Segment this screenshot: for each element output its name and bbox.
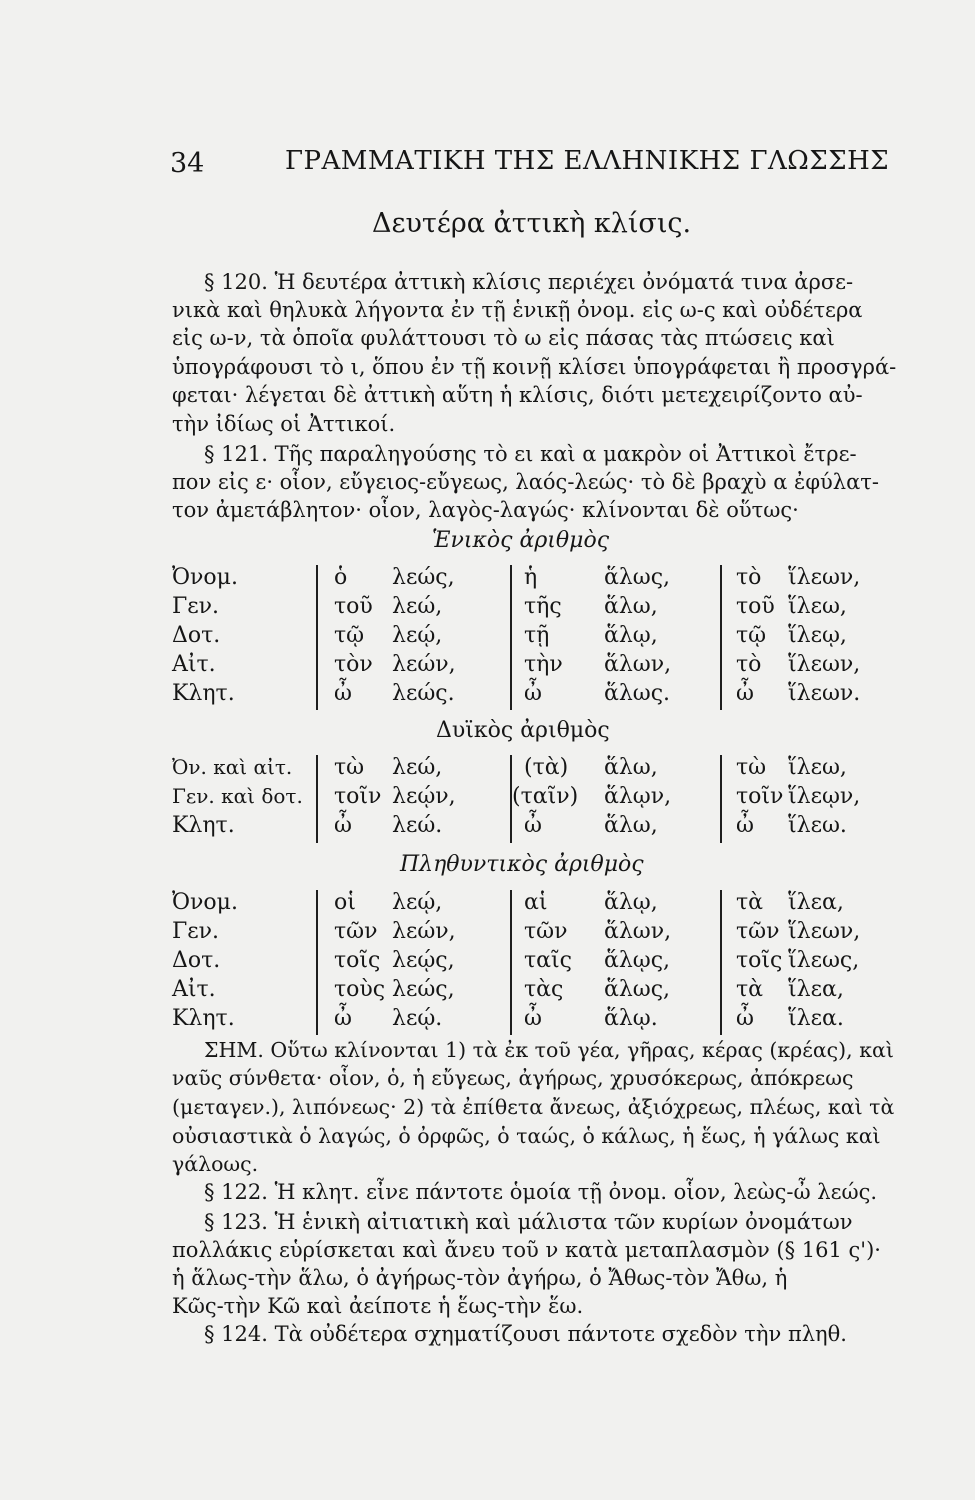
- article: ὦ: [736, 681, 754, 706]
- text-line: (μεταγεν.), λιπόνεως· 2) τὰ ἐπίθετα ἄνεως, ἀξιόχρεως, πλέως, καὶ τὰ: [172, 1095, 895, 1119]
- singular-heading: Ἑνικὸς ἀριθμὸς: [432, 528, 610, 553]
- article: τῆς: [524, 594, 562, 619]
- form: λεών,: [392, 919, 456, 944]
- text-line: φεται· λέγεται δὲ ἀττικὴ αὕτη ἡ κλίσις, διότι μετεχειρίζοντο αὐ-: [172, 383, 863, 407]
- form: λεώ,: [392, 594, 443, 619]
- article: τὰ: [736, 977, 764, 1002]
- case-label: Κλητ.: [172, 1006, 235, 1031]
- article: τοῖν: [334, 784, 382, 809]
- article: τοὺς: [334, 977, 386, 1002]
- form: λεῴς,: [392, 948, 455, 973]
- table-row: [172, 594, 902, 624]
- article: (τὰ): [524, 755, 569, 780]
- form: ἅλω,: [604, 755, 658, 780]
- table-row: [172, 948, 902, 978]
- section-title: Δευτέρα ἀττικὴ κλίσις.: [372, 208, 692, 239]
- running-title: ΓΡΑΜΜΑΤΙΚΗ ΤΗΣ ΕΛΛΗΝΙΚΗΣ ΓΛΩΣΣΗΣ: [285, 146, 890, 176]
- form: ἅλῳς,: [604, 948, 671, 973]
- article: ὁ: [334, 565, 348, 590]
- case-label: Αἰτ.: [172, 652, 216, 677]
- article: τοῦ: [736, 594, 775, 619]
- article: τὴν: [524, 652, 563, 677]
- article: τοῖν: [736, 784, 784, 809]
- text-line: § 122. Ἡ κλητ. εἶνε πάντοτε ὁμοία τῇ ὀνομ. οἷον, λεὼς-ὦ λεώς.: [204, 1180, 878, 1204]
- form: ἵλεων,: [788, 919, 861, 944]
- text-line: ΣΗΜ. Οὕτω κλίνονται 1) τὰ ἐκ τοῦ γέα, γῆρας, κέρας (κρέας), καὶ: [204, 1038, 894, 1062]
- article: τὼ: [334, 755, 365, 780]
- table-row: [172, 652, 902, 682]
- article: τῷ: [736, 623, 767, 648]
- article: ὦ: [736, 1006, 754, 1031]
- text-line: οὐσιαστικὰ ὁ λαγώς, ὁ ὀρφῶς, ὁ ταώς, ὁ κάλως, ἡ ἕως, ἡ γάλως καὶ: [172, 1124, 881, 1148]
- article: τὰ: [736, 890, 764, 915]
- form: ἵλεω,: [788, 594, 847, 619]
- article: τοῖς: [736, 948, 783, 973]
- text-line: πολλάκις εὑρίσκεται καὶ ἄνευ τοῦ ν κατὰ μεταπλασμὸν (§ 161 ς')·: [172, 1238, 881, 1262]
- article: τὸ: [736, 652, 762, 677]
- form: ἅλῳ,: [604, 623, 658, 648]
- case-label: Γεν. καὶ δοτ.: [172, 784, 303, 808]
- text-line: ὑπογράφουσι τὸ ι, ὅπου ἐν τῇ κοινῇ κλίσει ὑπογράφεται ἢ προσγρά-: [172, 355, 897, 379]
- case-label: Κλητ.: [172, 681, 235, 706]
- form: ἅλων,: [604, 919, 672, 944]
- form: ἵλεων,: [788, 565, 861, 590]
- dual-heading: Δυϊκὸς ἀριθμὸς: [436, 718, 610, 743]
- text-line: Κῶς-τὴν Κῶ καὶ ἀείποτε ἡ ἕως-τὴν ἕω.: [172, 1294, 584, 1318]
- table-row: [172, 1006, 902, 1036]
- form: ἅλως.: [604, 681, 671, 706]
- article: τῶν: [524, 919, 568, 944]
- page-number: 34: [170, 148, 205, 179]
- text-line: πον εἰς ε· οἷον, εὔγειος-εὔγεως, λαός-λεώς· τὸ δὲ βραχὺ α ἐφύλατ-: [172, 470, 879, 494]
- table-row: [172, 813, 902, 843]
- article: ὦ: [524, 813, 542, 838]
- text-line: γάλοως.: [172, 1152, 259, 1176]
- article: (ταῖν): [512, 784, 579, 809]
- form: ἅλως,: [604, 565, 671, 590]
- case-label: Ὀνομ.: [172, 890, 238, 915]
- form: ἵλεῳν,: [788, 784, 861, 809]
- form: λεώς.: [392, 681, 455, 706]
- article: τοῦ: [334, 594, 373, 619]
- case-label: Κλητ.: [172, 813, 235, 838]
- article: ὦ: [524, 1006, 542, 1031]
- table-row: [172, 977, 902, 1007]
- form: ἵλεω.: [788, 813, 847, 838]
- form: ἵλεων,: [788, 652, 861, 677]
- article: τῶν: [736, 919, 780, 944]
- article: ὦ: [334, 681, 352, 706]
- form: ἵλεα.: [788, 1006, 844, 1031]
- text-line: ἡ ἅλως-τὴν ἅλω, ὁ ἀγήρως-τὸν ἀγήρω, ὁ Ἄθως-τὸν Ἄθω, ἡ: [172, 1266, 788, 1290]
- article: αἱ: [524, 890, 548, 915]
- article: ὦ: [736, 813, 754, 838]
- form: ἅλῳ.: [604, 1006, 658, 1031]
- table-row: [172, 681, 902, 711]
- article: τῶν: [334, 919, 378, 944]
- case-label: Γεν.: [172, 594, 220, 619]
- form: ἅλων,: [604, 652, 672, 677]
- text-line: § 120. Ἡ δευτέρα ἀττικὴ κλίσις περιέχει ὀνόματά τινα ἀρσε-: [204, 270, 854, 294]
- case-label: Γεν.: [172, 919, 220, 944]
- article: τῷ: [334, 623, 365, 648]
- text-line: § 124. Τὰ οὐδέτερα σχηματίζουσι πάντοτε σχεδὸν τὴν πληθ.: [204, 1322, 847, 1346]
- form: ἅλῳν,: [604, 784, 672, 809]
- article: ὦ: [334, 813, 352, 838]
- table-row: [172, 890, 902, 920]
- case-label: Αἰτ.: [172, 977, 216, 1002]
- article: ταῖς: [524, 948, 572, 973]
- form: ἅλω,: [604, 594, 658, 619]
- form: ἅλως,: [604, 977, 671, 1002]
- text-line: τὴν ἰδίως οἱ Ἀττικοί.: [172, 412, 396, 436]
- case-label: Ὀν. καὶ αἰτ.: [172, 755, 293, 779]
- article: ὦ: [524, 681, 542, 706]
- form: λεώ.: [392, 813, 443, 838]
- form: ἅλῳ,: [604, 890, 658, 915]
- form: λεών,: [392, 652, 456, 677]
- case-label: Δοτ.: [172, 948, 221, 973]
- text-line: § 123. Ἡ ἑνικὴ αἰτιατικὴ καὶ μάλιστα τῶν κυρίων ὀνομάτων: [204, 1210, 853, 1234]
- form: λεώς,: [392, 977, 455, 1002]
- article: τοῖς: [334, 948, 381, 973]
- article: τὸ: [736, 565, 762, 590]
- article: ἡ: [524, 565, 538, 590]
- form: λεῴν,: [392, 784, 456, 809]
- article: τὸν: [334, 652, 373, 677]
- text-line: ναῦς σύνθετα· οἷον, ὁ, ἡ εὔγεως, ἀγήρως, χρυσόκερως, ἀπόκρεως: [172, 1066, 854, 1090]
- article: ὦ: [334, 1006, 352, 1031]
- form: λεώ,: [392, 755, 443, 780]
- table-row: [172, 623, 902, 653]
- table-row: [172, 919, 902, 949]
- form: ἵλεω,: [788, 755, 847, 780]
- article: τὼ: [736, 755, 767, 780]
- table-row: [172, 565, 902, 595]
- text-line: § 121. Τῆς παραληγούσης τὸ ει καὶ α μακρὸν οἱ Ἀττικοὶ ἔτρε-: [204, 442, 857, 466]
- form: ἵλεων.: [788, 681, 861, 706]
- form: ἵλεα,: [788, 977, 844, 1002]
- text-line: τον ἀμετάβλητον· οἷον, λαγὸς-λαγώς· κλίνονται δὲ οὕτως·: [172, 498, 799, 522]
- table-row: [172, 755, 902, 785]
- text-line: εἰς ω-ν, τὰ ὁποῖα φυλάττουσι τὸ ω εἰς πάσας τὰς πτώσεις καὶ: [172, 326, 835, 350]
- case-label: Δοτ.: [172, 623, 221, 648]
- article: τὰς: [524, 977, 564, 1002]
- form: ἵλεῳ,: [788, 623, 847, 648]
- form: λεώς,: [392, 565, 455, 590]
- form: λεῴ,: [392, 890, 443, 915]
- table-row: [172, 784, 902, 814]
- form: ἅλω,: [604, 813, 658, 838]
- article: οἱ: [334, 890, 356, 915]
- form: λεῴ,: [392, 623, 443, 648]
- text-line: νικὰ καὶ θηλυκὰ λήγοντα ἐν τῇ ἑνικῇ ὀνομ. εἰς ω-ς καὶ οὐδέτερα: [172, 298, 863, 322]
- form: λεῴ.: [392, 1006, 443, 1031]
- plural-heading: Πληθυντικὸς ἀριθμὸς: [400, 852, 644, 877]
- form: ἵλεα,: [788, 890, 844, 915]
- case-label: Ὀνομ.: [172, 565, 238, 590]
- article: τῇ: [524, 623, 550, 648]
- form: ἵλεως,: [788, 948, 860, 973]
